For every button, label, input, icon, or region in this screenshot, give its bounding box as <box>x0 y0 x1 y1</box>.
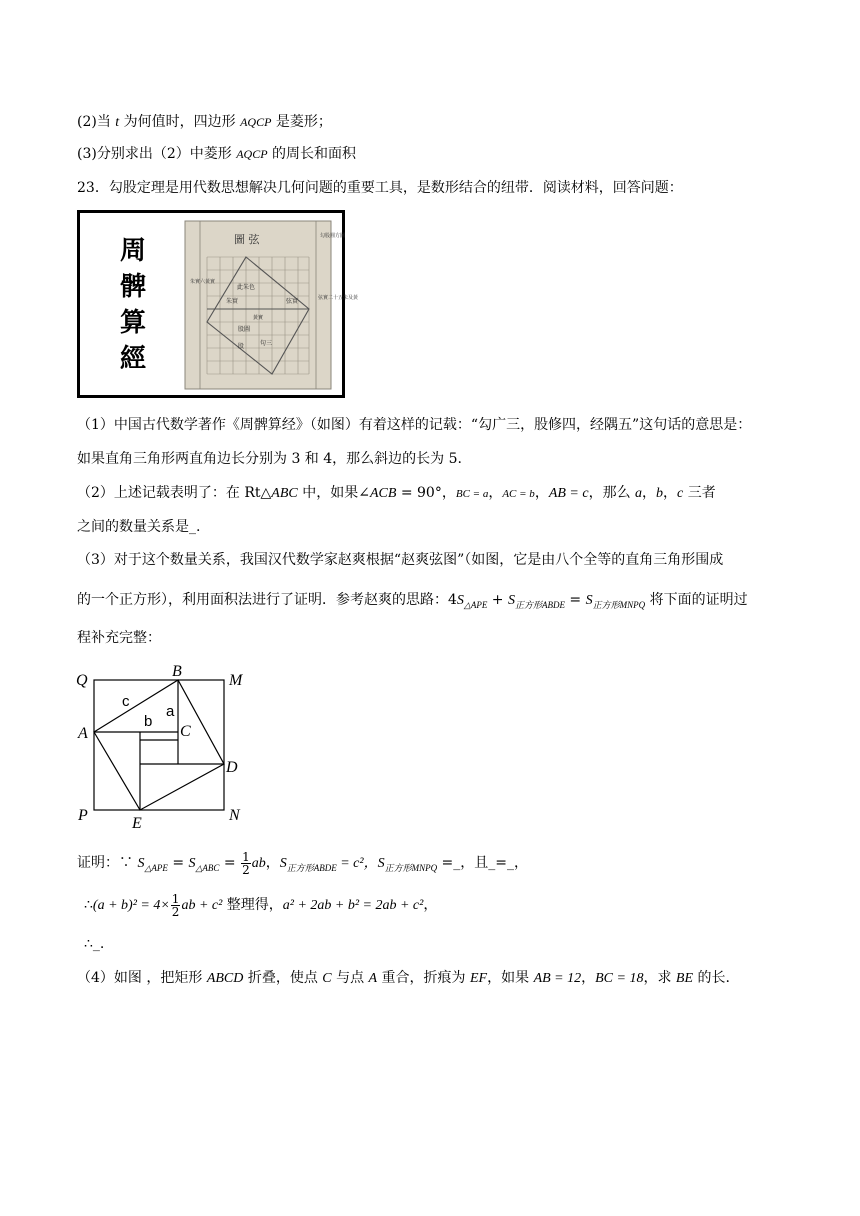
q23-s3-line2: 的一个正方形），利用面积法进行了证明．参考赵爽的思路：$4S_{\triangle APE} + S_{正方形ABDE} = S_{正方形MNPQ}$ 将下面的证明过 <box>77 592 748 610</box>
q22-part2: (2)当 t 为何值时，四边形 AQCP 是菱形； <box>77 114 332 130</box>
q23-s4: （4）如图 ，把矩形 ABCD 折叠，使点 C 与点 A 重合，折痕为 EF，如果 AB = 12，BC = 18，求 BE 的长. <box>77 970 730 986</box>
title-char-3: 算 <box>120 308 147 338</box>
book-cell-1: 朱實 <box>226 298 239 305</box>
label-q: Q <box>76 672 88 689</box>
fraction-half-2: $\frac{1}{2}$ <box>171 891 180 919</box>
book-right-col-2: 弦實二十五朱及黃 <box>318 295 359 301</box>
label-b: B <box>172 663 182 680</box>
title-char-1: 周 <box>120 236 147 266</box>
book-cell-7: 句三 <box>260 340 273 347</box>
book-cell-4: 弦實 <box>286 298 299 305</box>
q22-part3: (3)分别求出（2）中菱形 AQCP 的周长和面积 <box>77 146 356 162</box>
label-side-a: a <box>166 703 175 720</box>
q23-s1-line2: 如果直角三角形两直角边长分别为 3 和 4，那么斜边的长为 5. <box>77 451 462 467</box>
label-c: C <box>180 723 191 740</box>
label-n: N <box>229 807 240 824</box>
label-e: E <box>132 815 142 832</box>
q23-s3-line1: （3）对于这个数量关系，我国汉代数学家赵爽根据“赵爽弦图”（如图，它是由八个全等的直角三角形围成 <box>77 552 724 568</box>
q23-s2-line1: （2）上述记载表明了：在 Rt△ABC 中，如果∠ACB = 90°，BC = a，AC = b，AB = c，那么 a，b，c 三者 <box>77 485 716 501</box>
label-side-c: c <box>122 693 130 710</box>
proof-line2: ∴(a + b)² = 4× $\frac{1}{2}$ ab + c² 整理得，a² + 2ab + b² = 2ab + c²， <box>84 891 438 919</box>
outer-square-mnpq <box>94 680 224 810</box>
label-d: D <box>226 759 238 776</box>
zhoubi-suanjing-figure <box>77 210 359 398</box>
q23-s3-line3: 程补充完整： <box>77 630 161 646</box>
book-cell-2: 此朱色 <box>237 284 256 291</box>
label-m: M <box>229 672 243 689</box>
label-a: A <box>78 725 88 742</box>
zhoubi-illustration <box>80 213 359 395</box>
label-side-b: b <box>144 713 153 730</box>
q23-s2-line2: 之间的数量关系是_. <box>77 519 201 535</box>
book-cell-5: 股圖 <box>238 326 251 333</box>
title-char-2: 髀 <box>120 272 147 302</box>
book-right-col-1: 勾股圓方圖 <box>320 233 346 239</box>
book-left-col: 朱實六黃實 <box>190 279 216 285</box>
q23-intro: 23．勾股定理是用代数思想解决几何问题的重要工具，是数形结合的纽带．阅读材料，回答问题： <box>77 180 683 196</box>
book-top-label: 圖 弦 <box>234 233 260 246</box>
inner-square-abde <box>94 680 224 810</box>
label-p: P <box>78 807 88 824</box>
title-char-4: 經 <box>120 344 147 374</box>
book-cell-6: 股 <box>238 343 245 350</box>
zhao-shuang-diagram <box>74 660 264 830</box>
proof-line3: ∴_. <box>84 936 105 952</box>
book-cell-3: 黃實 <box>253 315 264 321</box>
q23-s1-line1: （1）中国古代数学著作《周髀算经》（如图）有着这样的记载：“勾广三，股修四，经隅五”这句话的意思是： <box>77 417 752 433</box>
fraction-half: $\frac{1}{2}$ <box>242 849 250 877</box>
proof-line1: 证明：∵ $S_{\triangle APE} = S_{\triangle ABC}$ = $\frac{1}{2}$ ab，$S_{正方形ABDE} = c^2$，$S_{正方形MNPQ}$ =_，且_=_， <box>77 849 528 877</box>
